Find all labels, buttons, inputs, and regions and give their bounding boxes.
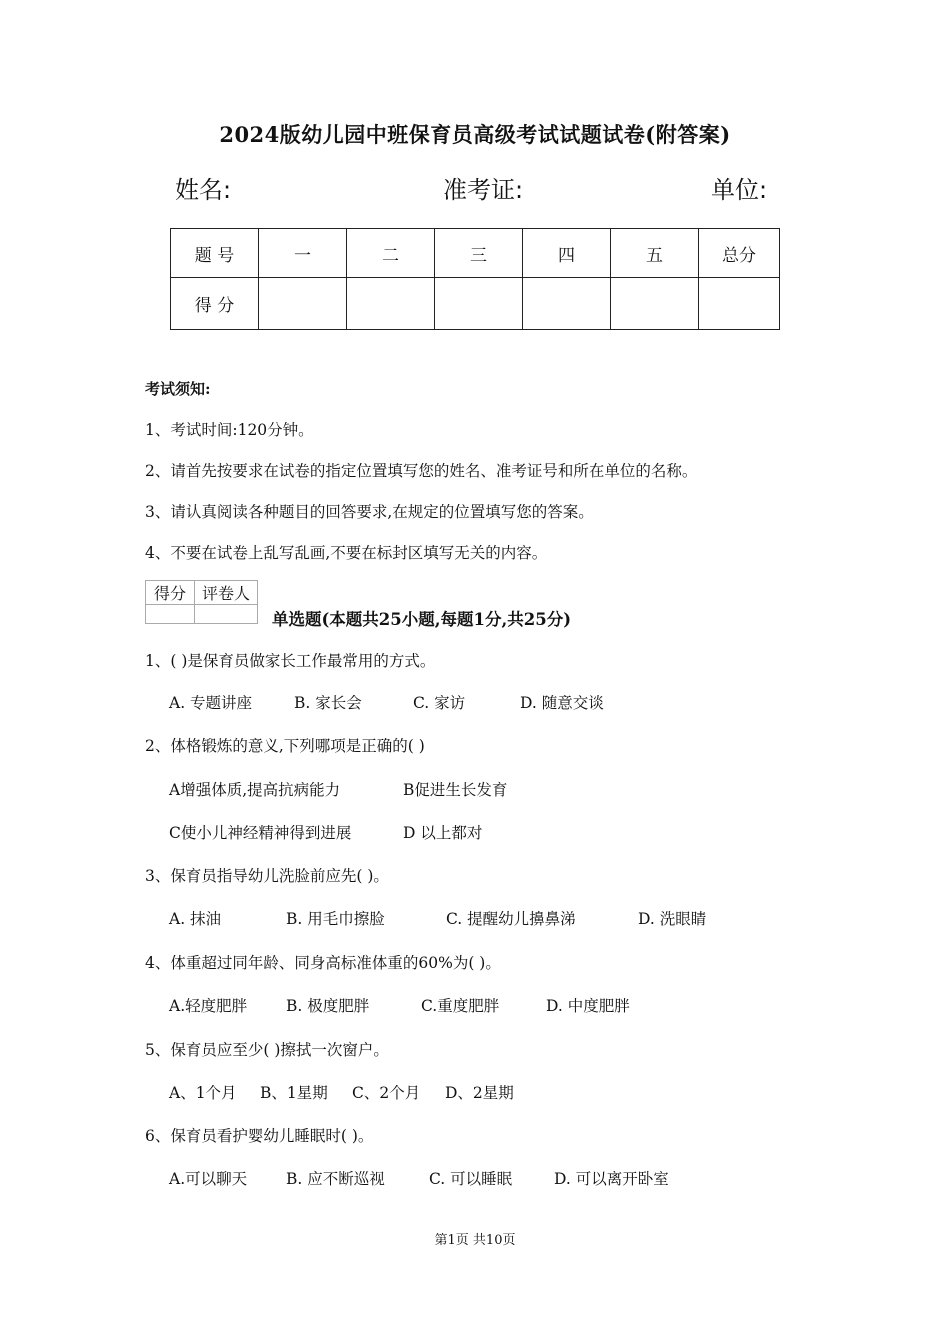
question-stem: 5、保育员应至少( )擦拭一次窗户。 (145, 1041, 389, 1059)
option: C. 提醒幼儿擤鼻涕 (446, 910, 576, 928)
option: B促进生长发育 (403, 781, 508, 799)
option: C.重度肥胖 (421, 997, 500, 1015)
question-stem: 4、体重超过同年龄、同身高标准体重的60%为( )。 (145, 954, 501, 972)
option: B. 应不断巡视 (286, 1170, 385, 1188)
option: A增强体质,提高抗病能力 (169, 781, 341, 799)
grader-name-cell[interactable] (195, 605, 258, 624)
question-stem: 1、( )是保育员做家长工作最常用的方式。 (145, 652, 436, 670)
score-cell[interactable] (611, 278, 699, 330)
score-header-cell: 三 (435, 229, 523, 278)
option: A、1个月 (169, 1084, 237, 1102)
question-stem: 3、保育员指导幼儿洗脸前应先( )。 (145, 867, 389, 885)
page-footer: 第1页 共10页 (434, 1233, 516, 1248)
option: B. 用毛巾擦脸 (286, 910, 385, 928)
section-title: 单选题(本题共25小题,每题1分,共25分) (272, 610, 572, 629)
grader-score-label: 得分 (146, 581, 195, 605)
option: A. 专题讲座 (169, 694, 253, 712)
option: C使小儿神经精神得到进展 (169, 824, 352, 842)
option: D. 可以离开卧室 (554, 1170, 669, 1188)
name-label: 姓名: (175, 176, 232, 204)
notice-item: 4、不要在试卷上乱写乱画,不要在标封区填写无关的内容。 (145, 544, 548, 562)
unit-label: 单位: (711, 176, 768, 204)
option: B. 家长会 (294, 694, 362, 712)
score-cell[interactable] (523, 278, 611, 330)
score-cell[interactable] (347, 278, 435, 330)
option: A. 抹油 (169, 910, 222, 928)
score-cell[interactable] (435, 278, 523, 330)
notice-heading: 考试须知: (145, 380, 211, 398)
grader-box (145, 580, 258, 624)
score-row-label: 得 分 (171, 278, 259, 330)
question-stem: 6、保育员看护婴幼儿睡眠时( )。 (145, 1127, 374, 1145)
score-table (170, 228, 780, 330)
score-cell[interactable] (259, 278, 347, 330)
score-table-score-row (171, 278, 780, 330)
notice-item: 2、请首先按要求在试卷的指定位置填写您的姓名、准考证号和所在单位的名称。 (145, 462, 698, 480)
option: D. 随意交谈 (520, 694, 604, 712)
option: D. 中度肥胖 (546, 997, 630, 1015)
option: C. 可以睡眠 (429, 1170, 513, 1188)
option: D. 洗眼睛 (638, 910, 707, 928)
exam-id-label: 准考证: (443, 176, 524, 204)
notice-item: 3、请认真阅读各种题目的回答要求,在规定的位置填写您的答案。 (145, 503, 594, 521)
option: B. 极度肥胖 (286, 997, 370, 1015)
option: C. 家访 (413, 694, 466, 712)
grader-name-label: 评卷人 (195, 581, 258, 605)
option: A.可以聊天 (169, 1170, 248, 1188)
option: B、1星期 (260, 1084, 328, 1102)
score-header-cell: 一 (259, 229, 347, 278)
option: D 以上都对 (403, 824, 483, 842)
score-cell[interactable] (699, 278, 780, 330)
score-table-header-row (171, 229, 780, 278)
option: A.轻度肥胖 (169, 997, 248, 1015)
score-header-cell: 二 (347, 229, 435, 278)
question-stem: 2、体格锻炼的意义,下列哪项是正确的( ) (145, 737, 425, 755)
option: C、2个月 (352, 1084, 421, 1102)
score-header-cell: 四 (523, 229, 611, 278)
score-header-cell: 五 (611, 229, 699, 278)
score-header-cell: 题 号 (171, 229, 259, 278)
exam-title: 2024版幼儿园中班保育员高级考试试题试卷(附答案) (219, 122, 731, 147)
score-header-cell: 总分 (699, 229, 780, 278)
notice-item: 1、考试时间:120分钟。 (145, 421, 314, 439)
grader-score-cell[interactable] (146, 605, 195, 624)
option: D、2星期 (445, 1084, 514, 1102)
